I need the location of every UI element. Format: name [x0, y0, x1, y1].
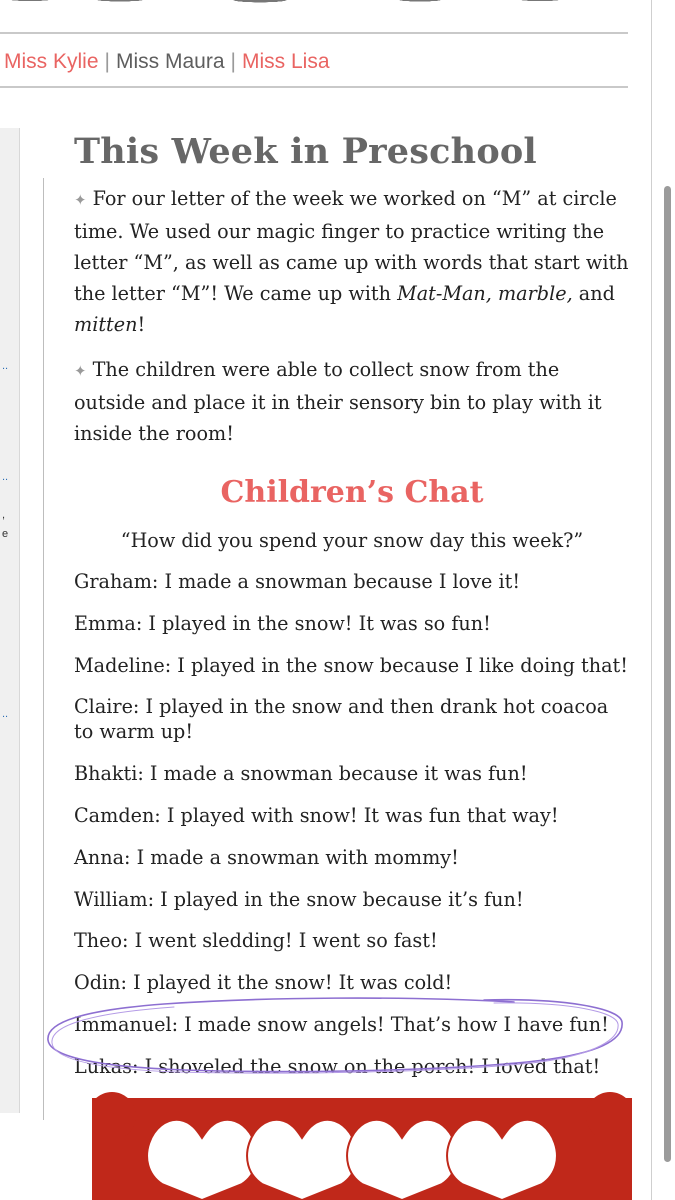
- hand-drawn-circle-annotation: [44, 992, 626, 1078]
- left-mark: ,: [2, 509, 6, 521]
- word-list: mitten: [74, 313, 138, 336]
- para-text: For our letter of the week we worked on “M” at circle time. We used our magic finger to practice writing the letter “M”, as well as came up with words that start with the letter “M”! We came up with: [74, 187, 629, 305]
- list-item: Odin: I played it the snow! It was cold!: [74, 971, 453, 995]
- separator: |: [104, 50, 110, 73]
- chat-question: “How did you spend your snow day this week?”: [120, 529, 584, 552]
- sparkle-icon: ✦: [74, 362, 87, 380]
- column-divider: [43, 178, 44, 1120]
- sparkle-icon: ✦: [74, 191, 87, 209]
- page-edge-rule: [651, 0, 652, 1200]
- left-mark: ..: [2, 708, 9, 720]
- left-column-fragment: [0, 128, 20, 1113]
- list-item: William: I played in the snow because it’s fun!: [74, 887, 524, 911]
- left-mark: ..: [2, 360, 9, 372]
- teacher-name: Miss Kylie: [4, 50, 99, 73]
- teacher-names: [0, 38, 628, 88]
- list-item: Graham: I made a snowman because I love it!: [74, 570, 521, 593]
- list-item: Immanuel: I made snow angels! That’s how I have fun!: [74, 1012, 609, 1036]
- list-item: Claire: I played in the snow and then drank hot coacoa to warm up!: [74, 695, 609, 744]
- scrollbar[interactable]: [664, 186, 671, 1162]
- para-text: and: [572, 282, 615, 305]
- header-banner-fragment: [0, 0, 600, 4]
- list-item: Camden: I played with snow! It was fun that way!: [74, 803, 559, 827]
- hearts-border-graphic: [92, 1076, 632, 1200]
- para-text: !: [137, 313, 146, 336]
- para-text: The children were able to collect snow from the outside and place it in their sensory bin to play with it inside the room!: [74, 358, 602, 445]
- left-mark: ..: [2, 471, 9, 483]
- section-title-childrens-chat: Children’s Chat: [220, 475, 484, 510]
- teacher-name: Miss Maura: [115, 50, 225, 73]
- list-item: Anna: I made a snowman with mommy!: [74, 845, 459, 869]
- separator: |: [230, 50, 236, 73]
- week-paragraph-snow: [74, 354, 630, 449]
- teacher-name: Miss Lisa: [241, 50, 330, 73]
- list-item: Bhakti: I made a snowman because it was fun!: [74, 762, 528, 786]
- list-item: Theo: I went sledding! I went so fast!: [74, 929, 438, 953]
- header-image-partial: [0, 0, 628, 34]
- list-item: Lukas: I shoveled the snow on the porch! I loved that!: [74, 1054, 601, 1078]
- page-title: This Week in Preschool: [74, 131, 537, 172]
- word-list: Mat-Man, marble,: [397, 282, 573, 305]
- left-mark: e: [2, 528, 9, 540]
- list-item: Emma: I played in the snow! It was so fun!: [74, 611, 491, 635]
- newsletter-content: [74, 130, 630, 1096]
- list-item: Madeline: I played in the snow because I like doing that!: [74, 653, 628, 677]
- week-paragraph-letter: [74, 183, 630, 340]
